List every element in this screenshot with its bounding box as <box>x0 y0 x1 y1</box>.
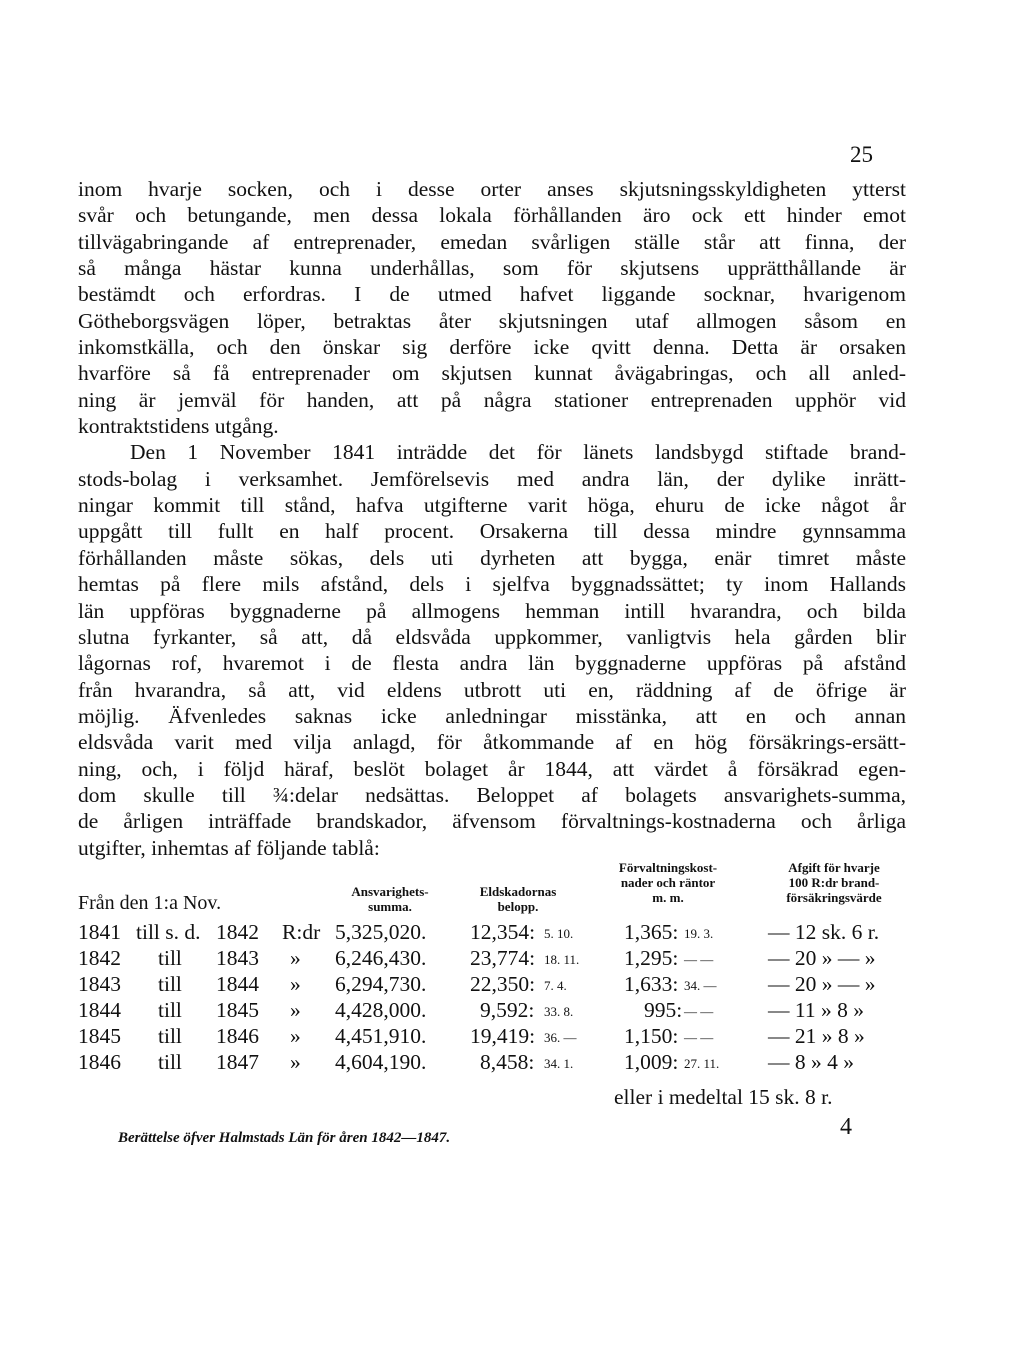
cell-eld-small: 34. 1. <box>544 1056 574 1071</box>
cell-year-to: 1842 <box>216 920 259 944</box>
cell-ansvar: 4,451,910. <box>335 1024 427 1048</box>
text-line: ning är jemväl för handen, att på några stationer entreprenaden upphör vid <box>78 387 906 412</box>
cell-year-from: 1844 <box>78 998 121 1022</box>
cell-eld: 22,350: <box>470 972 536 996</box>
text-line: eldsvåda varit med vilja anlagd, för åtkommande af en hög försäkrings-ersätt- <box>78 730 906 755</box>
cell-forv-small: — — <box>684 952 714 967</box>
text-line: hvarföre så få entreprenader om skjutsen kunnat åvägabringas, och all anled- <box>78 361 906 386</box>
cell-till: till <box>158 1050 182 1074</box>
cell-year-from: 1842 <box>78 946 121 970</box>
signature-mark: 4 <box>840 1114 852 1140</box>
header-ansvar-line: summa. <box>368 899 412 914</box>
cell-afgift: — 20 » — » <box>768 946 876 970</box>
cell-year-from: 1843 <box>78 972 121 996</box>
cell-eld-small: 18. 11. <box>544 952 580 967</box>
text-line: inom hvarje socken, och i desse orter anses skjutsningsskyldigheten ytterst <box>78 177 906 201</box>
text-line: lågornas rof, hvaremot i de flesta andra län byggnaderne uppföras på afstånd <box>78 651 906 676</box>
text-line: från hvarandra, så att, vid eldens utbrott uti en, räddning af de öfrige är <box>78 677 906 702</box>
text-line: slutna fyrkanter, så att, då eldsvåda uppkommer, vanligtvis hela gården blir <box>78 624 906 649</box>
text-line: ningar kommit till stånd, hafva utgifterne varit höga, ehuru de icke något år <box>78 493 906 518</box>
cell-year-from: 1841 <box>78 920 121 944</box>
header-eld-line: Eldskadornas <box>479 884 557 899</box>
cell-currency: R:dr <box>282 920 321 944</box>
cell-currency: » <box>290 1024 301 1048</box>
cell-till: till <box>158 998 182 1022</box>
cell-afgift: — 20 » — » <box>768 972 876 996</box>
header-eld-line: belopp. <box>497 899 539 914</box>
cell-year-to: 1846 <box>216 1024 259 1048</box>
cell-eld-small: 5. 10. <box>544 926 574 941</box>
text-line: uppgått till fullt en half procent. Orsakerna till dessa mindre gynnsamma <box>78 519 906 544</box>
cell-till: till s. d. <box>136 920 201 944</box>
text-line: län uppföras byggnaderne på allmogens hemman intill hvarandra, och bilda <box>78 598 906 623</box>
cell-eld: 9,592: <box>480 998 535 1022</box>
cell-forv-small: 34. — <box>684 978 717 993</box>
header-forv-line: nader och räntor <box>620 875 716 890</box>
table-row <box>78 1050 908 1075</box>
cell-afgift: — 12 sk. 6 r. <box>768 920 880 944</box>
cell-till: till <box>158 1024 182 1048</box>
cell-currency: » <box>290 972 301 996</box>
cell-ansvar: 6,246,430. <box>335 946 427 970</box>
cell-forv: 995: <box>644 998 683 1022</box>
cell-year-to: 1843 <box>216 946 259 970</box>
header-forv <box>598 860 738 905</box>
text-line: ning, och, i följd häraf, beslöt bolaget år 1844, att värdet å försäkrad egen- <box>78 756 906 781</box>
cell-currency: » <box>290 946 301 970</box>
cell-till: till <box>158 972 182 996</box>
cell-forv: 1,633: <box>624 972 679 996</box>
text-line: Götheborgsvägen löper, betraktas åter skjutsningen utaf allmogen såsom en <box>78 308 906 333</box>
text-line: så många hästar kunna underhållas, som för skjutsens upprätthållande är <box>78 256 906 281</box>
text-line: Den 1 November 1841 inträdde det för länets landsbygd stiftade brand- <box>130 440 906 465</box>
table-row <box>78 1024 908 1049</box>
cell-eld: 8,458: <box>480 1050 535 1074</box>
cell-eld-small: 7. 4. <box>544 978 567 993</box>
text-line: tillvägabringande af entreprenader, emedan svårligen ställe står att finna, der <box>78 229 906 254</box>
cell-forv: 1,295: <box>624 946 679 970</box>
page-number: 25 <box>850 142 873 167</box>
header-ansvar <box>330 884 450 914</box>
cell-year-to: 1845 <box>216 998 259 1022</box>
cell-year-from: 1845 <box>78 1024 121 1048</box>
header-afgift-line: försäkringsvärde <box>786 890 882 905</box>
cell-currency: » <box>290 1050 301 1074</box>
cell-forv: 1,365: <box>624 920 679 944</box>
table-row <box>78 972 908 997</box>
cell-forv: 1,009: <box>624 1050 679 1074</box>
cell-eld-small: 36. — <box>544 1030 577 1045</box>
cell-year-to: 1847 <box>216 1050 259 1074</box>
cell-afgift: — 21 » 8 » <box>768 1024 865 1048</box>
cell-afgift: — 11 » 8 » <box>768 998 864 1022</box>
table-row <box>78 946 908 971</box>
average-line: eller i medeltal 15 sk. 8 r. <box>614 1085 833 1109</box>
text-line: inkomstkälla, och den önskar sig derföre icke qvitt denna. Detta är orsaken <box>78 335 906 360</box>
cell-forv-small: — — <box>684 1030 714 1045</box>
cell-ansvar: 6,294,730. <box>335 972 427 996</box>
cell-eld: 12,354: <box>470 920 536 944</box>
text-line: möjlig. Äfvenledes saknas icke anledningar misstänka, att en och annan <box>78 703 906 728</box>
header-afgift-line: 100 R:dr brand- <box>788 875 880 890</box>
cell-afgift: — 8 » 4 » <box>768 1050 854 1074</box>
header-forv-line: m. m. <box>652 890 684 905</box>
cell-eld: 19,419: <box>470 1024 536 1048</box>
cell-ansvar: 5,325,020. <box>335 920 427 944</box>
header-forv-line: Förvaltningskost- <box>618 860 718 875</box>
body-text <box>78 176 906 861</box>
text-line: de årligen inträffade brandskador, äfvensom förvaltnings-kostnaderna och årliga <box>78 809 906 834</box>
cell-till: till <box>158 946 182 970</box>
text-line: hemtas på flere mils afstånd, dels i sjelfva byggnadssättet; ty inom Hallands <box>78 572 906 597</box>
cell-eld: 23,774: <box>470 946 536 970</box>
text-line: kontraktstidens utgång. <box>78 414 279 439</box>
header-afgift <box>762 860 906 905</box>
cell-year-to: 1844 <box>216 972 259 996</box>
cell-forv-small: 27. 11. <box>684 1056 720 1071</box>
header-afgift-line: Afgift för hvarje <box>788 860 880 875</box>
cell-eld-small: 33. 8. <box>544 1004 574 1019</box>
text-line: stods-bolag i verksamhet. Jemförelsevis med andra län, der dylike inrätt- <box>78 466 906 491</box>
header-from: Från den 1:a Nov. <box>78 892 222 914</box>
cell-year-from: 1846 <box>78 1050 121 1074</box>
cell-currency: » <box>290 998 301 1022</box>
text-line: svår och betungande, men dessa lokala förhållanden äro ock ett hinder emot <box>78 203 906 228</box>
table-row <box>78 920 908 945</box>
text-line: utgifter, inhemtas af följande tablå: <box>78 835 380 860</box>
cell-forv-small: 19. 3. <box>684 926 714 941</box>
text-line: förhållanden måste sökas, dels uti dyrheten att bygga, enär timret måste <box>78 545 906 570</box>
table-row <box>78 998 908 1023</box>
cell-forv-small: — — <box>684 1004 714 1019</box>
header-eld <box>458 884 578 914</box>
cell-ansvar: 4,428,000. <box>335 998 427 1022</box>
text-line: dom skulle till ¾:delar nedsättas. Beloppet af bolagets ansvarighets-summa, <box>78 782 906 807</box>
cell-forv: 1,150: <box>624 1024 679 1048</box>
cell-ansvar: 4,604,190. <box>335 1050 427 1074</box>
header-ansvar-line: Ansvarighets- <box>351 884 429 899</box>
text-line: bestämdt och erfordras. I de utmed hafvet liggande socknar, hvarigenom <box>78 282 906 307</box>
footer-title: Berättelse öfver Halmstads Län för åren 1842—1847. <box>118 1130 451 1146</box>
